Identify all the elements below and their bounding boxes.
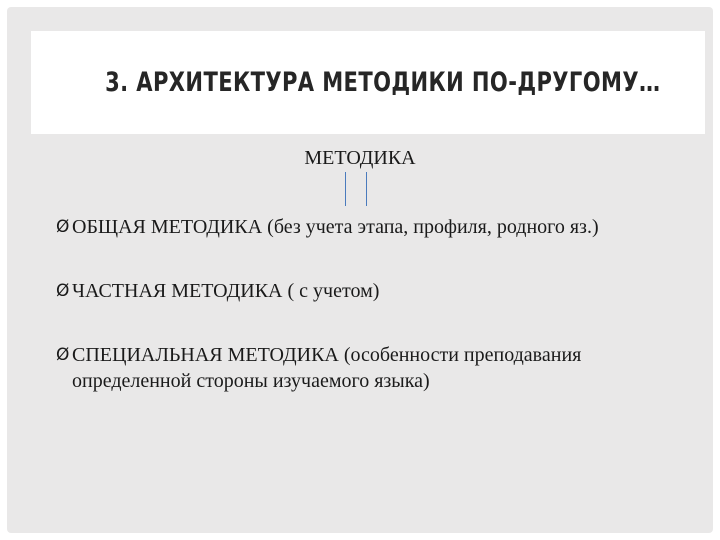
arrow-bullet-icon: Ø bbox=[56, 345, 70, 365]
arrow-bullet-icon: Ø bbox=[56, 217, 70, 237]
slide-title: 3. АРХИТЕКТУРА МЕТОДИКИ ПО-ДРУГОМУ… bbox=[105, 67, 661, 98]
title-box bbox=[31, 31, 705, 134]
bullet-text: СПЕЦИАЛЬНАЯ МЕТОДИКА (особенности преподавания определенной стороны изучаемого языка) bbox=[72, 344, 582, 392]
bullet-text: ОБЩАЯ МЕТОДИКА (без учета этапа, профиля, родного яз.) bbox=[72, 216, 599, 238]
arrow-bullet-icon: Ø bbox=[56, 281, 70, 301]
connector-line-left bbox=[345, 172, 346, 206]
bullet-text: ЧАСТНАЯ МЕТОДИКА ( с учетом) bbox=[72, 280, 380, 302]
bullet-item bbox=[56, 278, 686, 304]
bullet-item bbox=[56, 342, 686, 394]
heading: МЕТОДИКА bbox=[304, 147, 416, 169]
bullet-item bbox=[56, 214, 686, 240]
connector-line-right bbox=[366, 172, 367, 206]
bullet-list bbox=[56, 214, 686, 394]
